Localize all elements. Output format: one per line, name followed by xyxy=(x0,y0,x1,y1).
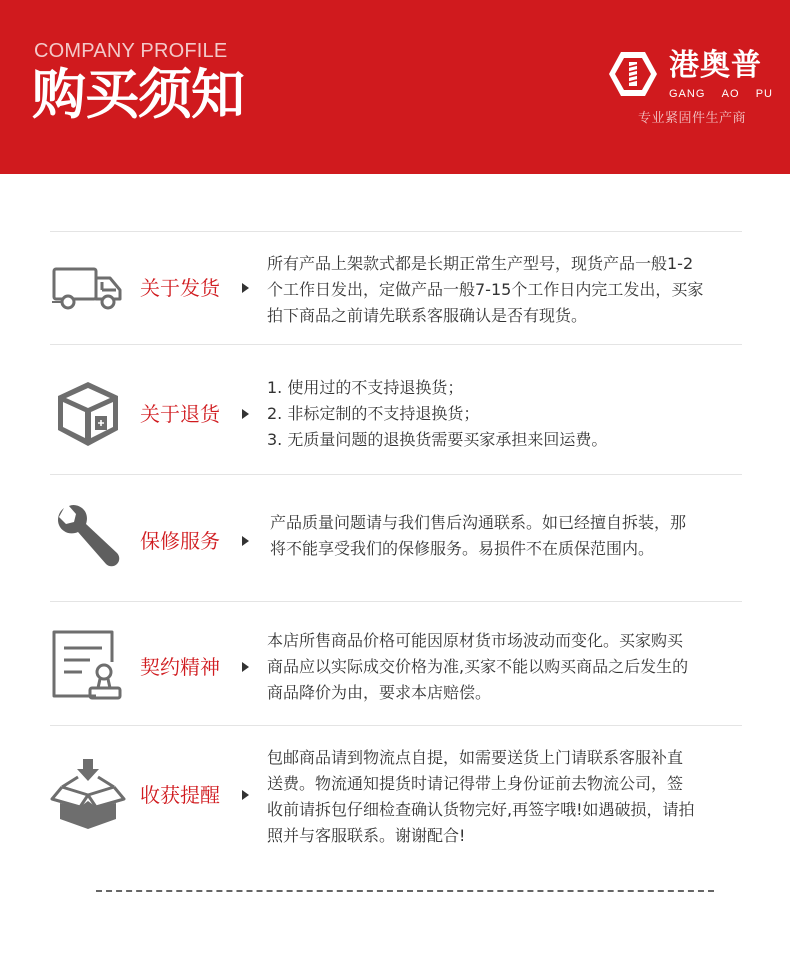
brand-tagline: 专业紧固件生产商 xyxy=(638,111,747,126)
description-line: 本店所售商品价格可能因原材货市场波动而变化。买家购买 xyxy=(267,631,684,650)
section-contract xyxy=(50,628,750,708)
description-line: 拍下商品之前请先联系客服确认是否有现货。 xyxy=(267,306,588,325)
description-line: 收前请拆包仔细检查确认货物完好,再签字哦!如遇破损，请拍 xyxy=(267,800,695,819)
section-description xyxy=(267,251,762,329)
hex-bolt-logo-icon xyxy=(607,50,659,98)
section-divider xyxy=(50,601,742,602)
description-line: 商品应以实际成交价格为准,买家不能以购买商品之后发生的 xyxy=(267,657,689,676)
description-line: 将不能享受我们的保修服务。易损件不在质保范围内。 xyxy=(270,539,655,558)
section-title: 收获提醒 xyxy=(140,783,220,807)
description-line: 1. 使用过的不支持退换货； xyxy=(267,378,464,397)
section-title: 保修服务 xyxy=(140,529,220,553)
triangle-right-icon xyxy=(242,662,249,672)
brand-name-en-part: AO xyxy=(721,88,740,100)
triangle-right-icon xyxy=(242,536,249,546)
description-line: 产品质量问题请与我们售后沟通联系。如已经擅自拆装，那 xyxy=(270,513,687,532)
description-line: 2. 非标定制的不支持退换货； xyxy=(267,404,480,423)
truck-icon xyxy=(50,252,126,328)
section-divider xyxy=(50,344,742,345)
triangle-right-icon xyxy=(242,283,249,293)
header-banner xyxy=(0,0,790,174)
page-title: 购买须知 xyxy=(32,63,244,126)
description-line: 所有产品上架款式都是长期正常生产型号，现货产品一般1-2 xyxy=(267,254,694,273)
header-subtitle: COMPANY PROFILE xyxy=(34,40,228,62)
description-line: 送费。物流通知提货时请记得带上身份证前去物流公司，签 xyxy=(267,774,684,793)
triangle-right-icon xyxy=(242,790,249,800)
section-title: 契约精神 xyxy=(140,655,220,679)
brand-name-en-part: GANG xyxy=(669,88,706,100)
section-description xyxy=(267,375,762,453)
section-description xyxy=(267,745,762,849)
section-returns xyxy=(50,374,750,454)
open-box-download-icon xyxy=(50,757,126,833)
brand-name-cn: 港奥普 xyxy=(669,48,762,83)
section-divider xyxy=(50,725,742,726)
section-description xyxy=(270,510,765,562)
section-shipping xyxy=(50,250,750,330)
section-divider xyxy=(50,474,742,475)
description-line: 3. 无质量问题的退换货需要买家承担来回运费。 xyxy=(267,430,608,449)
description-line: 商品降价为由，要求本店赔偿。 xyxy=(267,683,492,702)
section-title: 关于发货 xyxy=(140,276,220,300)
section-title: 关于退货 xyxy=(140,402,220,426)
triangle-right-icon xyxy=(242,409,249,419)
wrench-icon xyxy=(50,500,126,576)
section-warranty xyxy=(50,504,750,576)
section-description xyxy=(267,628,762,706)
brand-logo xyxy=(607,48,787,128)
description-line: 照并与客服联系。谢谢配合! xyxy=(267,826,466,845)
description-line: 包邮商品请到物流点自提，如需要送货上门请联系客服补直 xyxy=(267,748,684,767)
brand-name-en xyxy=(669,88,773,100)
description-line: 个工作日发出，定做产品一般7-15个工作日内完工发出，买家 xyxy=(267,280,704,299)
package-box-icon xyxy=(50,376,126,452)
contract-stamp-icon xyxy=(50,628,126,704)
section-divider xyxy=(50,231,742,232)
brand-name-en-part: PU xyxy=(755,88,773,100)
footer-dashed-divider xyxy=(96,890,714,892)
section-receiving xyxy=(50,745,750,855)
